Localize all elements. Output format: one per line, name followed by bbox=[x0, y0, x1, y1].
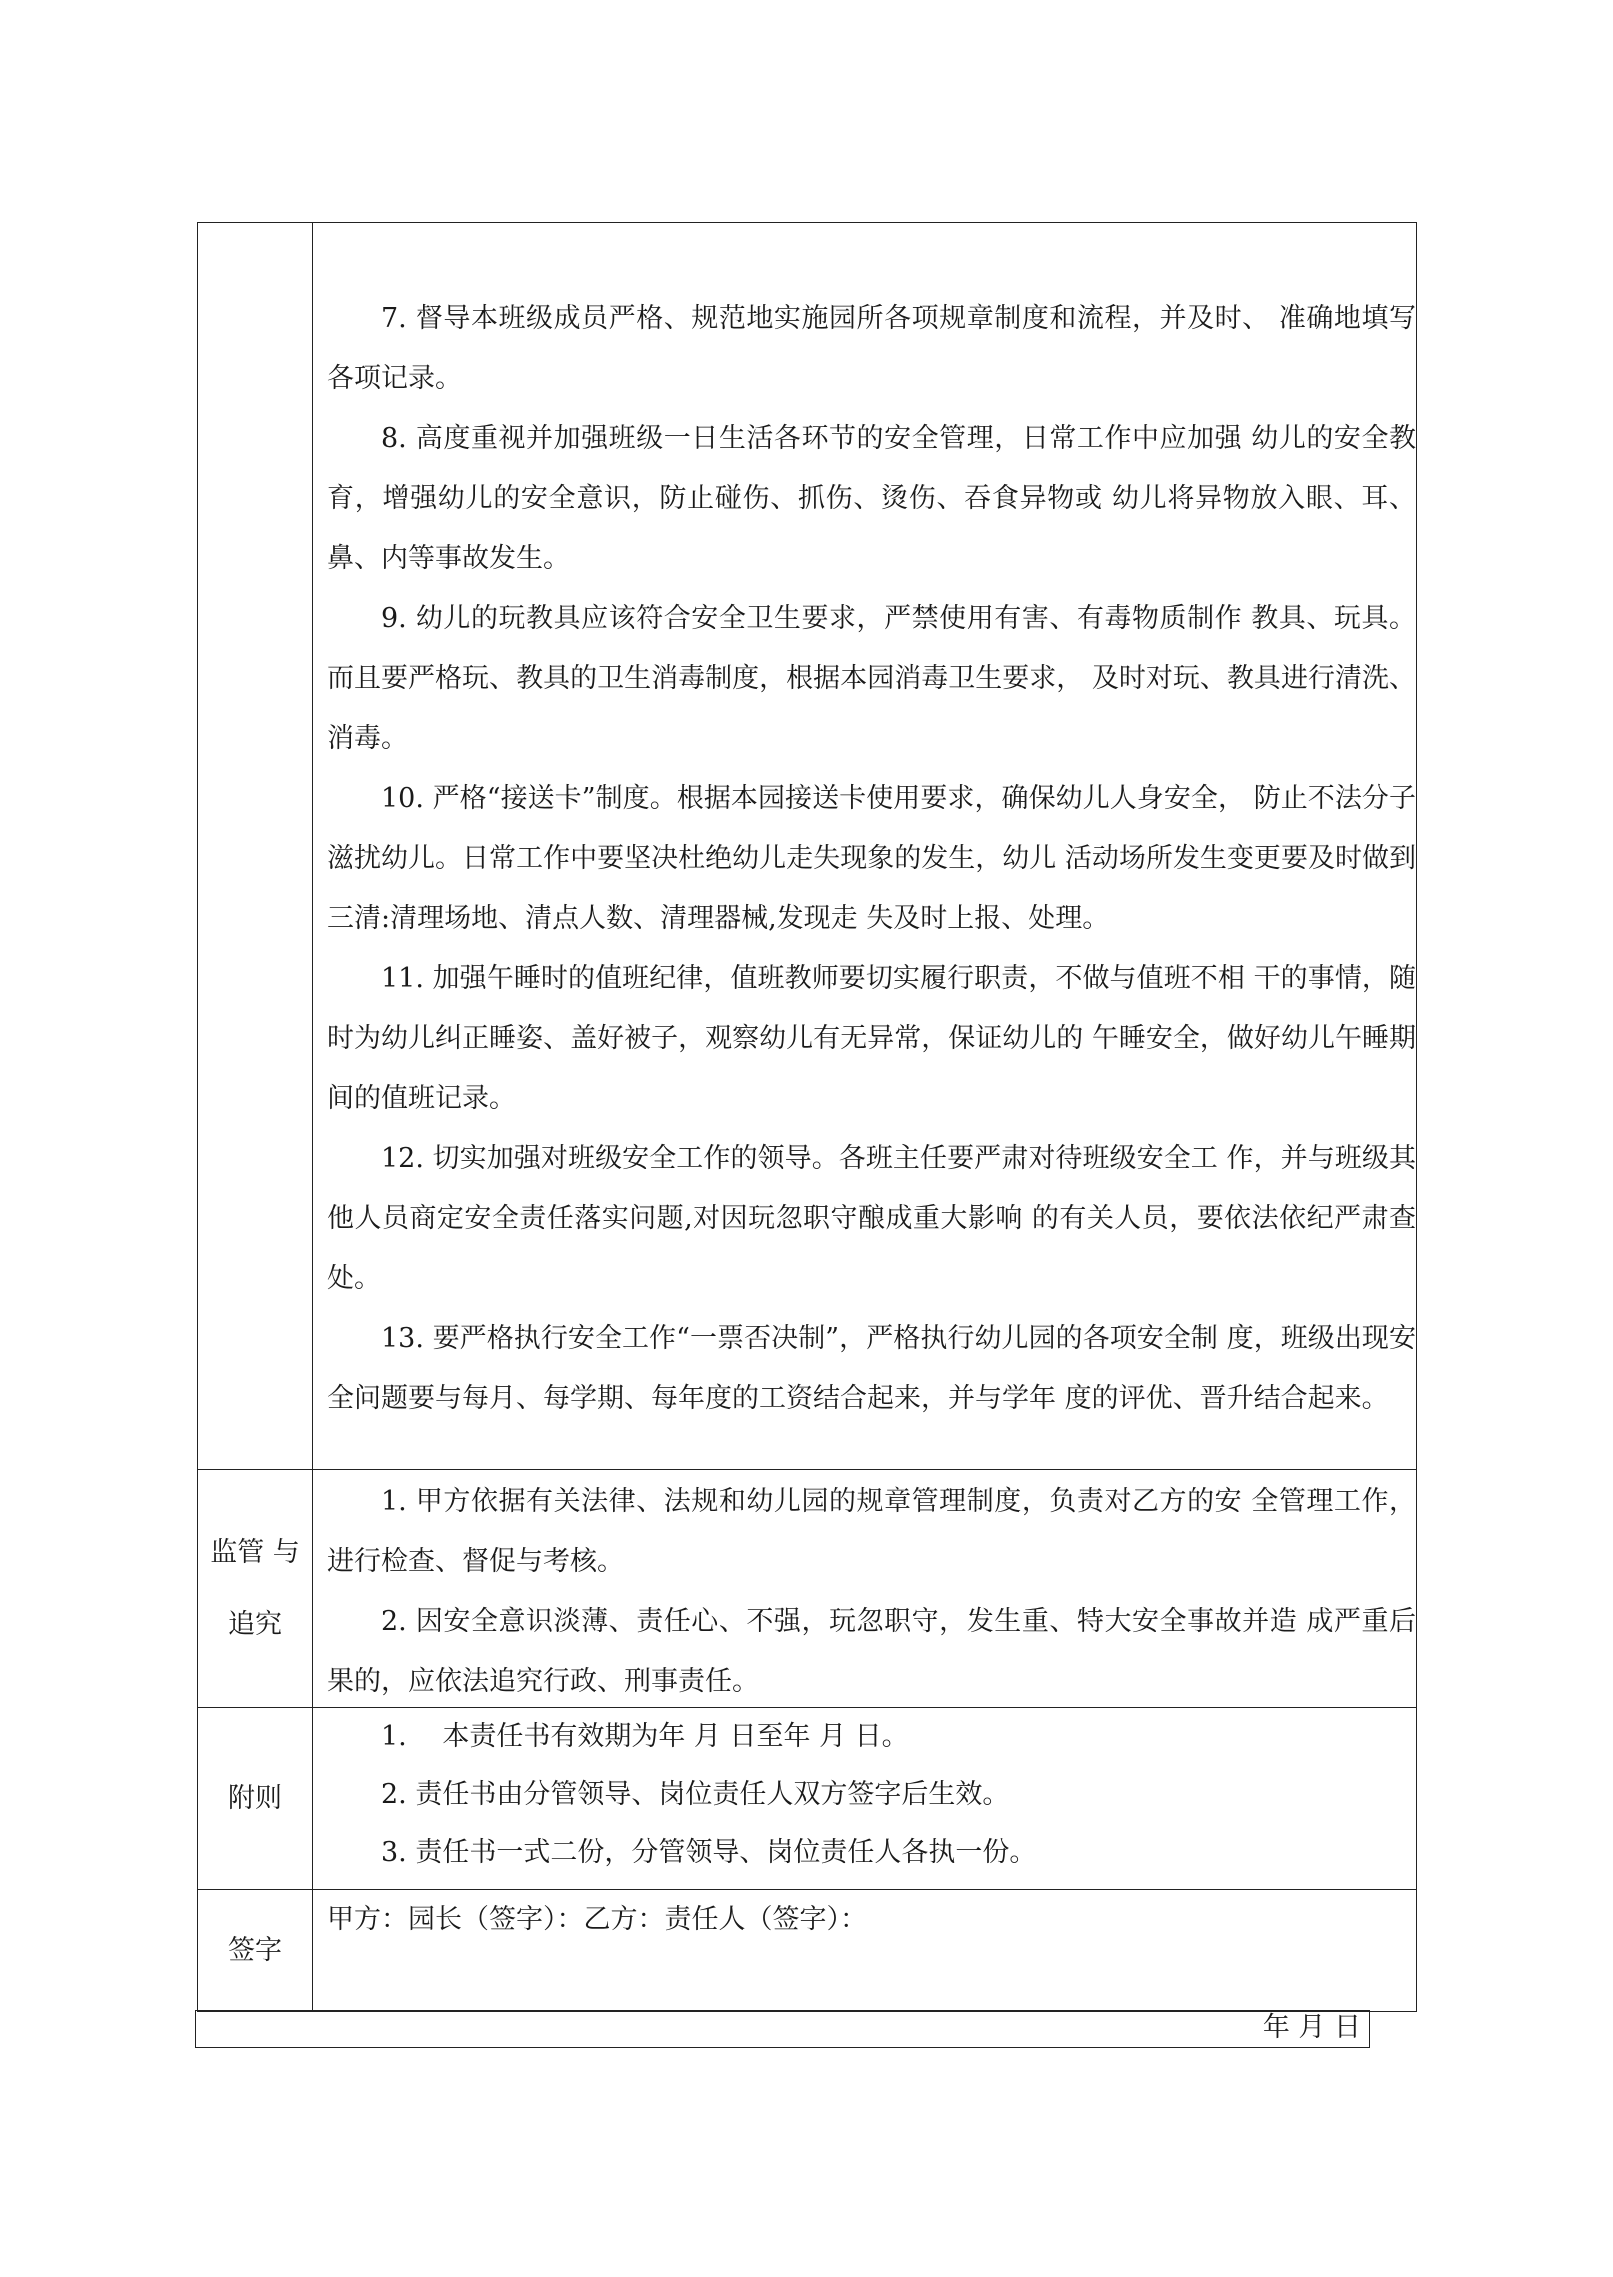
supervision-content bbox=[313, 1470, 1416, 1707]
appendix-row bbox=[197, 1708, 1417, 1890]
signature-text: 甲方：园长（签字）：乙方：责任人（签字）： bbox=[327, 1904, 867, 1935]
appendix-content bbox=[313, 1708, 1416, 1889]
duties-content bbox=[313, 223, 1416, 1469]
duty-item: 10. 严格“接送卡”制度。根据本园接送卡使用要求，确保幼儿人身安全， 防止不法分子滋扰幼儿。日常工作中要坚决杜绝幼儿走失现象的发生，幼儿 活动场所发生变更要及时做到三清:清理场地、清点人数、清理器械,发现走 失及时上报、处理。 bbox=[327, 783, 1416, 934]
supervision-label bbox=[198, 1470, 313, 1707]
duties-row bbox=[197, 222, 1417, 1470]
duties-label bbox=[198, 223, 313, 1469]
supervision-label-line: 监管 与 bbox=[210, 1536, 300, 1568]
date-line: 年 月 日 bbox=[195, 2010, 1370, 2048]
signature-content bbox=[313, 1890, 1416, 2011]
supervision-label-line: 追究 bbox=[228, 1608, 282, 1640]
appendix-item: 2. 责任书由分管领导、岗位责任人双方签字后生效。 bbox=[381, 1779, 1010, 1810]
appendix-item: 1. 本责任书有效期为年 月 日至年 月 日。 bbox=[381, 1721, 909, 1752]
appendix-label: 附则 bbox=[198, 1708, 313, 1889]
signature-label: 签字 bbox=[198, 1890, 313, 2011]
duty-item: 13. 要严格执行安全工作“一票否决制”，严格执行幼儿园的各项安全制 度，班级出现安全问题要与每月、每学期、每年度的工资结合起来，并与学年 度的评优、晋升结合起来。 bbox=[327, 1323, 1416, 1414]
supervision-item: 2. 因安全意识淡薄、责任心、不强，玩忽职守，发生重、特大安全事故并造 成严重后果的，应依法追究行政、刑事责任。 bbox=[327, 1606, 1416, 1697]
duty-item: 7. 督导本班级成员严格、规范地实施园所各项规章制度和流程，并及时、 准确地填写各项记录。 bbox=[327, 303, 1416, 394]
duty-item: 9. 幼儿的玩教具应该符合安全卫生要求，严禁使用有害、有毒物质制作 教具、玩具。而且要严格玩、教具的卫生消毒制度，根据本园消毒卫生要求， 及时对玩、教具进行清洗、消毒。 bbox=[327, 603, 1416, 754]
signature-row bbox=[197, 1890, 1417, 2012]
responsibility-table bbox=[197, 222, 1417, 2012]
supervision-item: 1. 甲方依据有关法律、法规和幼儿园的规章管理制度，负责对乙方的安 全管理工作，进行检查、督促与考核。 bbox=[327, 1486, 1416, 1577]
duty-item: 8. 高度重视并加强班级一日生活各环节的安全管理，日常工作中应加强 幼儿的安全教育，增强幼儿的安全意识，防止碰伤、抓伤、烫伤、吞食异物或 幼儿将异物放入眼、耳、鼻、内等事故发生。 bbox=[327, 423, 1416, 574]
duty-item: 12. 切实加强对班级安全工作的领导。各班主任要严肃对待班级安全工 作，并与班级其他人员商定安全责任落实问题,对因玩忽职守酿成重大影响 的有关人员，要依法依纪严肃查处。 bbox=[327, 1143, 1416, 1294]
duty-item: 11. 加强午睡时的值班纪律，值班教师要切实履行职责，不做与值班不相 干的事情，随时为幼儿纠正睡姿、盖好被子，观察幼儿有无异常，保证幼儿的 午睡安全，做好幼儿午睡期间的值班记录。 bbox=[327, 963, 1416, 1114]
appendix-item: 3. 责任书一式二份，分管领导、岗位责任人各执一份。 bbox=[381, 1837, 1037, 1868]
supervision-row bbox=[197, 1470, 1417, 1708]
